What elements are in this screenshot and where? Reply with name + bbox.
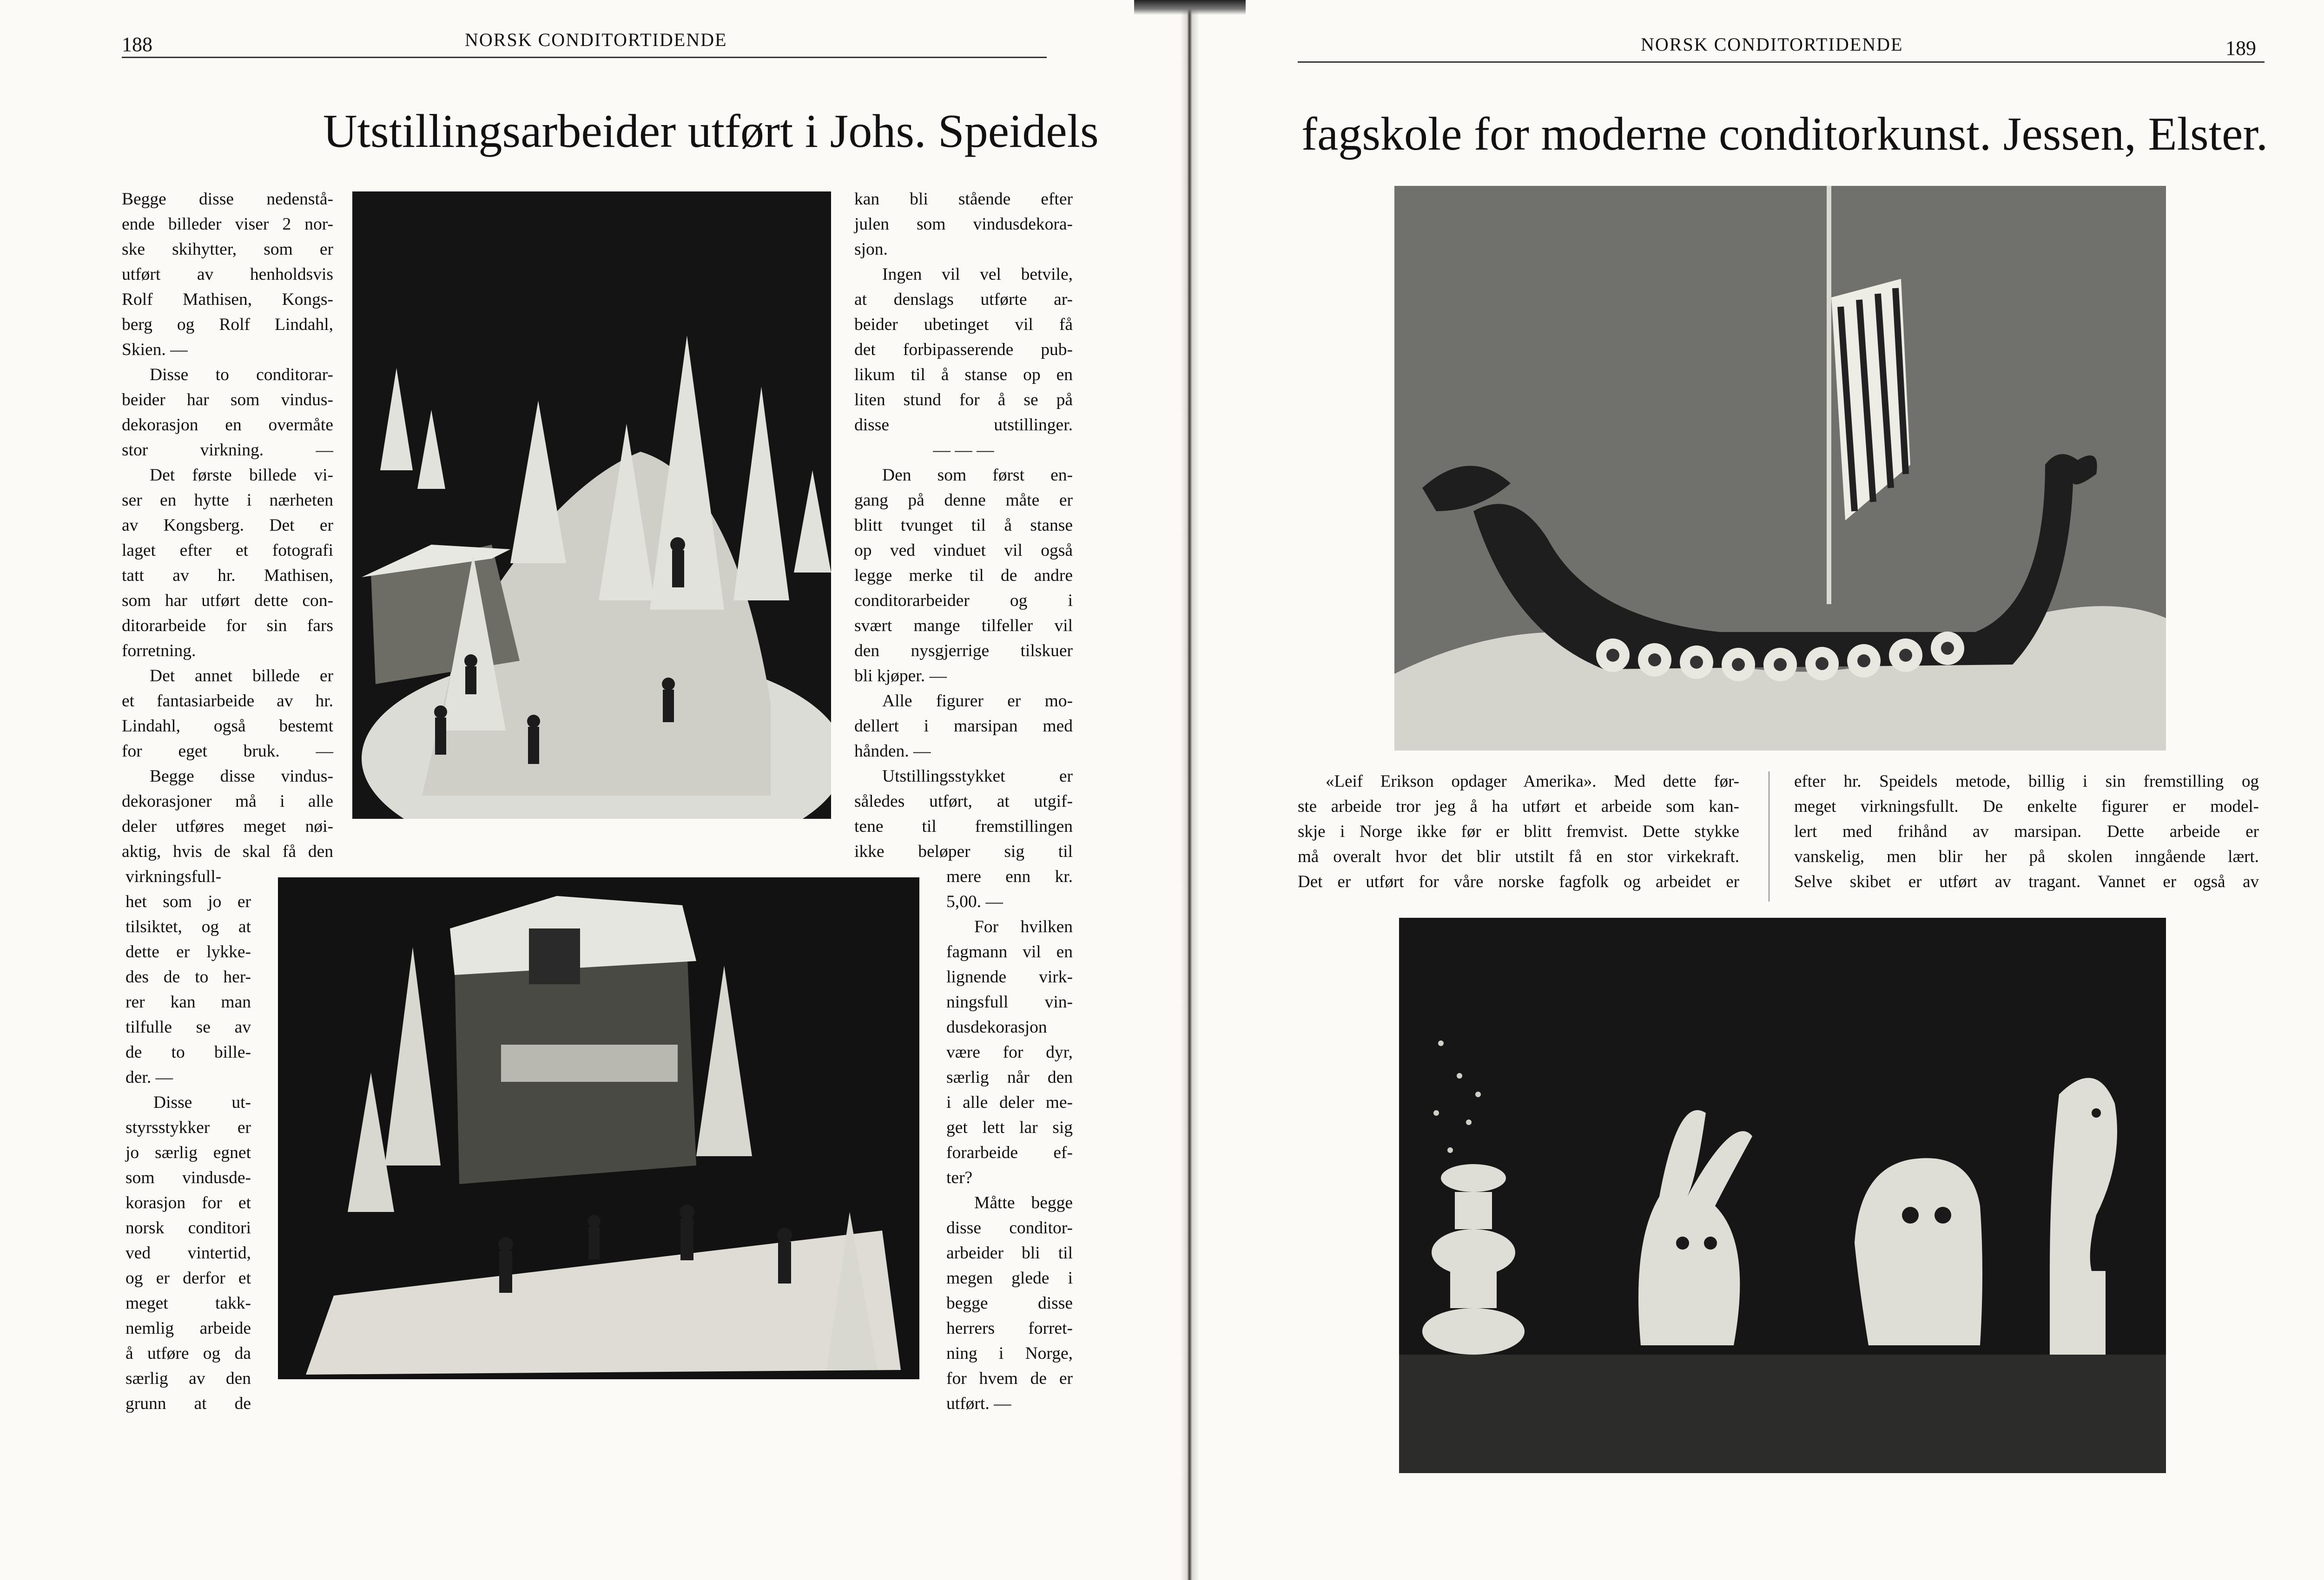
- text-line: bli kjøper. —: [854, 666, 947, 685]
- text-line: som har utført dette con-: [122, 591, 333, 610]
- text-line: deler utføres meget nøi-: [122, 817, 333, 836]
- text-line: — — —: [933, 441, 994, 460]
- text-line: forretning.: [122, 641, 196, 660]
- text-line: het som jo er: [125, 892, 251, 911]
- text-line: op ved vinduet vil også: [854, 541, 1073, 560]
- text-line: forarbeide ef-: [946, 1143, 1073, 1162]
- running-header-left: NORSK CONDITORTIDENDE: [465, 29, 727, 50]
- running-header-right: NORSK CONDITORTIDENDE: [1641, 34, 1903, 55]
- text-line: av Kongsberg. Det er: [122, 516, 333, 535]
- text-line: Begge disse nedenstå-: [122, 190, 333, 209]
- text-line: Det er utført for våre norske fagfolk og arbeidet er: [1298, 872, 1739, 891]
- text-line: dekorasjon en overmåte: [122, 415, 333, 434]
- text-column-2: [854, 187, 1073, 864]
- text-line: Alle figurer er mo-: [882, 691, 1073, 711]
- text-line: særlig av den: [125, 1369, 251, 1388]
- text-line: tatt av hr. Mathisen,: [122, 566, 333, 585]
- page-number-right: 189: [2225, 37, 2256, 59]
- text-line: korasjon for et: [125, 1193, 251, 1212]
- text-line: blitt tvunget til å stanse: [854, 516, 1073, 535]
- binding-shadow: [1134, 0, 1246, 15]
- text-line: dusdekorasjon: [946, 1018, 1047, 1037]
- text-line: svært mange tilfeller vil: [854, 616, 1073, 635]
- text-line: ter?: [946, 1168, 973, 1187]
- text-column-2b: [946, 864, 1073, 1416]
- text-line: grunn at de: [125, 1394, 251, 1413]
- header-rule-right: [1298, 61, 2265, 63]
- text-line: begge disse: [946, 1294, 1073, 1313]
- caption-right-column: [1794, 769, 2259, 895]
- text-line: norsk conditori: [125, 1218, 251, 1238]
- text-line: vanskelig, men blir her på skolen inngående lært.: [1794, 847, 2259, 866]
- text-line: megen glede i: [946, 1269, 1073, 1288]
- text-line: beider ubetinget vil få: [854, 315, 1073, 334]
- page-number-left: 188: [122, 33, 152, 56]
- text-line: de to bille-: [125, 1043, 251, 1062]
- text-line: disse utstillinger.: [854, 415, 1073, 434]
- text-line: Det første billede vi-: [150, 466, 333, 485]
- photo-fantasy-hut-lindahl: [278, 877, 919, 1379]
- text-line: Lindahl, også bestemt: [122, 717, 333, 736]
- text-line: for eget bruk. —: [122, 742, 333, 761]
- text-line: Måtte begge: [974, 1193, 1073, 1212]
- text-line: Disse ut-: [153, 1093, 251, 1112]
- photo-ski-hut-kongsberg: [352, 191, 831, 819]
- text-line: legge merke til de andre: [854, 566, 1073, 585]
- text-line: dette er lykke-: [125, 942, 251, 961]
- text-line: ste arbeide tror jeg å ha utført et arbeide som kan-: [1298, 797, 1739, 816]
- text-line: ende billeder viser 2 nor-: [122, 215, 333, 234]
- text-line: således utført, at utgif-: [854, 792, 1073, 811]
- text-line: tene til fremstillingen: [854, 817, 1073, 836]
- caption-left-column: [1298, 769, 1739, 895]
- article-title-right: fagskole for moderne conditorkunst. Jessen, Elster.: [1301, 108, 2268, 160]
- text-line: skje i Norge ikke før er blitt fremvist. Dette stykke: [1298, 822, 1739, 841]
- text-line: disse conditor-: [946, 1218, 1073, 1238]
- text-line: meget virkningsfullt. De enkelte figurer er model-: [1794, 797, 2259, 816]
- text-line: des de to her-: [125, 968, 251, 987]
- text-line: hånden. —: [854, 742, 931, 761]
- text-line: Selve skibet er utført av tragant. Vannet er også av: [1794, 872, 2259, 891]
- photo-viking-ship: [1394, 186, 2166, 750]
- text-line: må overalt hvor det blir utstilt få en stor virkekraft.: [1298, 847, 1739, 866]
- text-line: arbeider bli til: [946, 1244, 1073, 1263]
- text-line: utført. —: [946, 1394, 1011, 1413]
- text-line: ning i Norge,: [946, 1344, 1073, 1363]
- text-line: fagmann vil en: [946, 942, 1073, 961]
- text-line: ningsfull vin-: [946, 993, 1073, 1012]
- book-gutter: [1181, 0, 1199, 1580]
- text-line: laget efter et fotografi: [122, 541, 333, 560]
- text-line: get lett lar sig: [946, 1118, 1073, 1137]
- right-page: [1190, 0, 2324, 1580]
- text-line: Ingen vil vel betvile,: [882, 265, 1073, 284]
- text-line: rer kan man: [125, 993, 251, 1012]
- text-line: som vindusde-: [125, 1168, 251, 1187]
- text-line: stor virkning. —: [122, 441, 333, 460]
- text-line: liten stund for å se på: [854, 390, 1073, 409]
- text-line: ditorarbeide for sin fars: [122, 616, 333, 635]
- text-line: Begge disse vindus-: [150, 767, 333, 786]
- text-line: meget takk-: [125, 1294, 251, 1313]
- text-line: sjon.: [854, 240, 888, 259]
- text-line: være for dyr,: [946, 1043, 1073, 1062]
- text-line: nemlig arbeide: [125, 1319, 251, 1338]
- text-line: ikke beløper sig til: [854, 842, 1073, 861]
- text-line: tilsiktet, og at: [125, 917, 251, 936]
- text-line: og er derfor et: [125, 1269, 251, 1288]
- text-line: dekorasjoner må i alle: [122, 792, 333, 811]
- text-line: Disse to conditorar-: [150, 365, 333, 384]
- text-line: der. —: [125, 1068, 173, 1087]
- text-line: aktig, hvis de skal få den: [122, 842, 333, 861]
- text-line: conditorarbeider og i: [854, 591, 1073, 610]
- text-line: ske skihytter, som er: [122, 240, 333, 259]
- text-line: herrers forret-: [946, 1319, 1073, 1338]
- text-line: for hvem de er: [946, 1369, 1073, 1388]
- text-line: kan bli stående efter: [854, 190, 1073, 209]
- text-line: Den som først en-: [882, 466, 1073, 485]
- header-rule-left: [122, 57, 1047, 58]
- text-line: styrsstykker er: [125, 1118, 251, 1137]
- text-line: «Leif Erikson opdager Amerika». Med dette før-: [1326, 772, 1739, 791]
- text-line: det forbipasserende pub-: [854, 340, 1073, 359]
- text-line: beider har som vindus-: [122, 390, 333, 409]
- text-line: lert med frihånd av marsipan. Dette arbeide er: [1794, 822, 2259, 841]
- text-line: Utstillingsstykket er: [882, 767, 1073, 786]
- text-line: å utføre og da: [125, 1344, 251, 1363]
- text-column-1: [122, 187, 333, 864]
- text-column-1b: [125, 864, 251, 1416]
- text-line: Det annet billede er: [150, 666, 333, 685]
- text-line: den nysgjerrige tilskuer: [854, 641, 1073, 660]
- text-line: Rolf Mathisen, Kongs-: [122, 290, 333, 309]
- text-line: berg og Rolf Lindahl,: [122, 315, 333, 334]
- text-line: ser en hytte i nærheten: [122, 491, 333, 510]
- text-line: efter hr. Speidels metode, billig i sin fremstilling og: [1794, 772, 2259, 791]
- text-line: jo særlig egnet: [125, 1143, 251, 1162]
- text-line: et fantasiarbeide av hr.: [122, 691, 333, 711]
- text-line: særlig når den: [946, 1068, 1073, 1087]
- text-line: tilfulle se av: [125, 1018, 251, 1037]
- photo-marzipan-figures: [1399, 918, 2166, 1473]
- text-line: likum til å stanse op en: [854, 365, 1073, 384]
- text-line: ved vintertid,: [125, 1244, 251, 1263]
- text-line: lignende virk-: [946, 968, 1073, 987]
- text-line: at denslags utførte ar-: [854, 290, 1073, 309]
- text-line: Skien. —: [122, 340, 188, 359]
- article-title-left: Utstillingsarbeider utført i Johs. Speidels: [323, 105, 1099, 158]
- text-line: For hvilken: [974, 917, 1073, 936]
- text-line: mere enn kr.: [946, 867, 1073, 886]
- text-line: utført av henholdsvis: [122, 265, 333, 284]
- text-line: julen som vindusdekora-: [854, 215, 1073, 234]
- text-line: gang på denne måte er: [854, 491, 1073, 510]
- text-line: virkningsfull-: [125, 867, 222, 886]
- text-line: i alle deler me-: [946, 1093, 1073, 1112]
- text-line: 5,00. —: [946, 892, 1003, 911]
- text-line: dellert i marsipan med: [854, 717, 1073, 736]
